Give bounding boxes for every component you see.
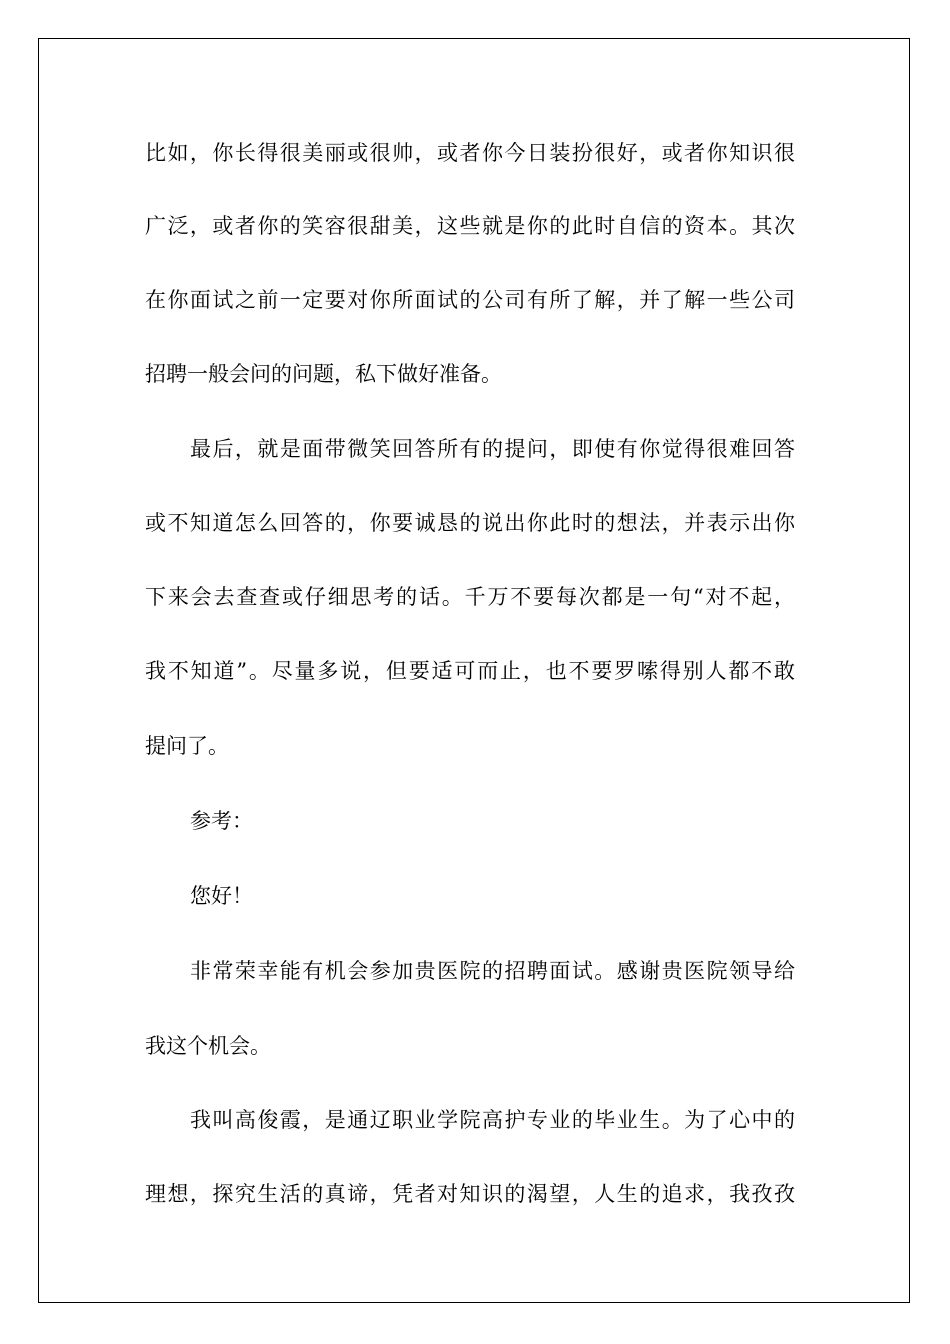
paragraph-line: 广泛，或者你的笑容很甜美，这些就是你的此时自信的资本。其次 [145, 214, 795, 238]
paragraph-line: 我这个机会。 [145, 1034, 271, 1058]
paragraph-line: 非常荣幸能有机会参加贵医院的招聘面试。感谢贵医院领导给 [190, 959, 795, 983]
reference-heading: 参考： [190, 809, 253, 833]
paragraph-line: 最后，就是面带微笑回答所有的提问，即使有你觉得很难回答 [190, 437, 795, 461]
greeting: 您好！ [190, 884, 253, 908]
paragraph-line: 比如，你长得很美丽或很帅，或者你今日装扮很好，或者你知识很 [145, 141, 795, 165]
paragraph-line: 或不知道怎么回答的，你要诚恳的说出你此时的想法，并表示出你 [145, 511, 795, 535]
paragraph-line: 下来会去查查或仔细思考的话。千万不要每次都是一句“对不起， [145, 585, 795, 609]
paragraph-line: 招聘一般会问的问题，私下做好准备。 [145, 362, 502, 386]
paragraph-line: 我不知道”。尽量多说，但要适可而止，也不要罗嗦得别人都不敢 [145, 659, 795, 683]
paragraph-line: 理想，探究生活的真谛，凭者对知识的渴望，人生的追求，我孜孜 [145, 1182, 795, 1206]
paragraph-line: 提问了。 [145, 734, 229, 758]
paragraph-line: 我叫高俊霞，是通辽职业学院高护专业的毕业生。为了心中的 [190, 1108, 795, 1132]
paragraph-line: 在你面试之前一定要对你所面试的公司有所了解，并了解一些公司 [145, 288, 795, 312]
